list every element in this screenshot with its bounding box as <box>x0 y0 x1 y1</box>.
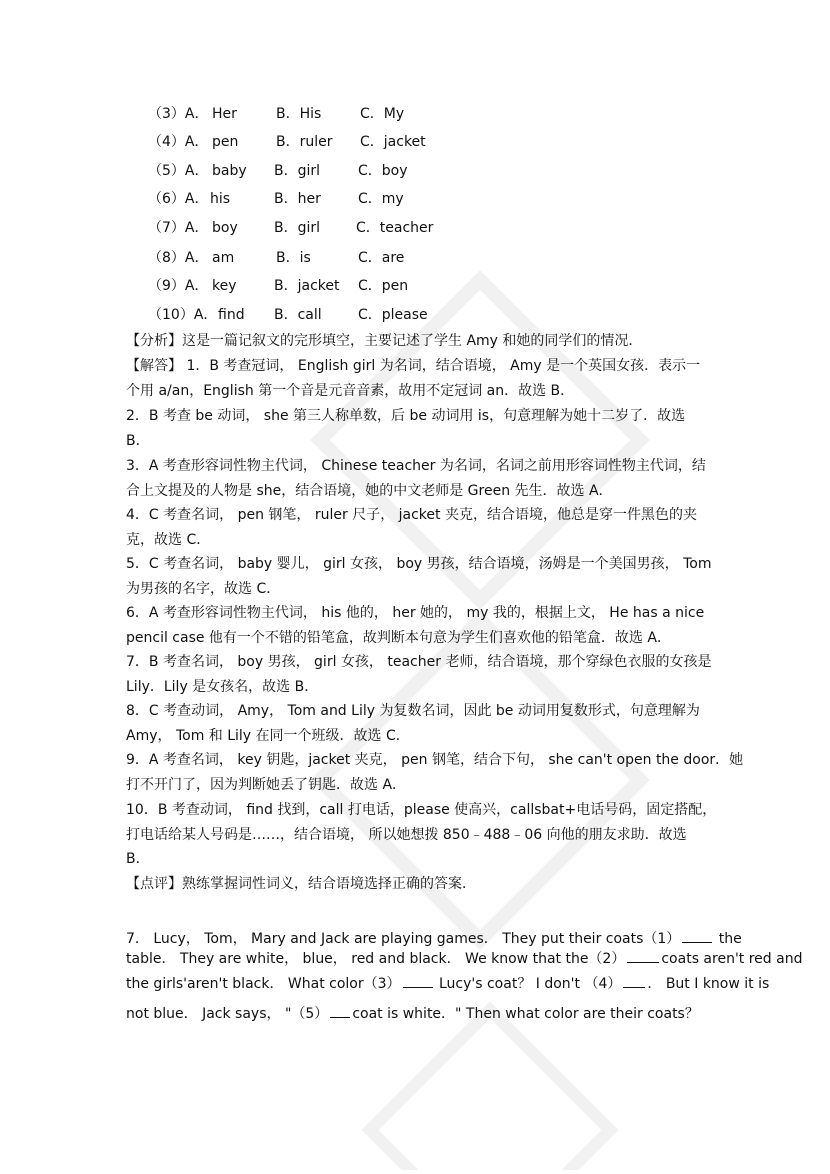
answer-line: 3．A 考查形容词性物主代词， Chinese teacher 为名词，名词之前用形容词性物主代词，结 <box>126 458 706 474</box>
blank-3 <box>403 976 433 988</box>
answer-line: 6．A 考查形容词性物主代词， his 他的， her 她的， my 我的，根据上文， He has a nice <box>126 605 705 621</box>
answer-line: 合上文提及的人物是 she，结合语境，她的中文老师是 Green 先生．故选 A． <box>126 483 613 499</box>
blank-4 <box>623 976 645 988</box>
option-number: （7）A． <box>148 220 209 236</box>
option-b: B．His <box>276 106 322 122</box>
answer-line: 克，故选 C． <box>126 532 211 548</box>
option-c: C．pen <box>358 278 409 294</box>
analysis-line: 【分析】这是一篇记叙文的完形填空，主要记述了学生 Amy 和她的同学们的情况． <box>126 333 643 349</box>
option-b: B．her <box>274 191 321 207</box>
blank-5 <box>330 1006 350 1018</box>
answer-line: 个用 a/an，English 第一个音是元音音素，故用不定冠词 an．故选 B． <box>126 383 575 399</box>
option-b: B．is <box>276 250 311 266</box>
answer-line: 10．B 考查动词， find 找到，call 打电话，please 使高兴，callsbat+电话号码，固定搭配， <box>126 802 717 818</box>
option-a: pen <box>212 134 239 150</box>
option-b: B．call <box>274 307 322 323</box>
answer-line: 5．C 考查名词， baby 婴儿， girl 女孩， boy 男孩，结合语境，汤姆是一个美国男孩， Tom <box>126 556 712 572</box>
option-a: baby <box>212 163 247 179</box>
answer-line: Lily．Lily 是女孩名，故选 B． <box>126 679 319 695</box>
option-b: B．girl <box>274 220 321 236</box>
answer-line: Amy， Tom 和 Lily 在同一个班级．故选 C． <box>126 728 410 744</box>
option-b: B．ruler <box>276 134 333 150</box>
answer-line: 2．B 考查 be 动词， she 第三人称单数，后 be 动词用 is，句意理解为她十二岁了．故选 <box>126 408 686 424</box>
answer-line: B． <box>126 851 150 867</box>
option-a: key <box>212 278 237 294</box>
watermark-logo-bottom <box>360 1000 620 1170</box>
option-a: his <box>210 191 231 207</box>
option-c: C．please <box>358 307 428 323</box>
option-number: （4）A． <box>148 134 209 150</box>
option-c: C．jacket <box>360 134 426 150</box>
option-c: C．My <box>360 106 405 122</box>
answer-line: B． <box>126 433 150 449</box>
option-a: Her <box>212 106 237 122</box>
option-b: B．jacket <box>274 278 340 294</box>
option-number: （5）A． <box>148 163 209 179</box>
option-a: find <box>218 307 245 323</box>
comment-line: 【点评】熟练掌握词性词义，结合语境选择正确的答案． <box>126 876 476 892</box>
answer-line: pencil case 他有一个不错的铅笔盒，故判断本句意为学生们喜欢他的铅笔盒．故选 A． <box>126 630 671 646</box>
option-a: am <box>212 250 235 266</box>
blank-1 <box>682 931 712 943</box>
answer-line: 7．B 考查名词， boy 男孩， girl 女孩， teacher 老师，结合语境，那个穿绿色衣服的女孩是 <box>126 654 712 670</box>
option-b: B．girl <box>274 163 321 179</box>
answer-line: 打不开门了，因为判断她丢了钥匙．故选 A． <box>126 777 407 793</box>
option-number: （3）A． <box>148 106 209 122</box>
option-number: （8）A． <box>148 250 209 266</box>
option-number: （10）A． <box>148 307 218 323</box>
answer-line: 为男孩的名字，故选 C． <box>126 581 281 597</box>
blank-2 <box>627 951 659 963</box>
question-7-line-1: 7． Lucy， Tom， Mary and Jack are playing games． They put their coats（1） the <box>126 931 742 947</box>
option-c: C．my <box>358 191 404 207</box>
option-c: C．boy <box>358 163 408 179</box>
answer-line: 4．C 考查名词， pen 钢笔， ruler 尺子， jacket 夹克，结合语境，他总是穿一件黑色的夹 <box>126 507 697 523</box>
question-7-line-3: the girls'aren't black． What color（3） Lucy's coat？ I don't （4） ． But I know it is <box>126 976 770 992</box>
option-c: C．teacher <box>356 220 434 236</box>
option-number: （6）A． <box>148 191 209 207</box>
question-7-line-2: table． They are white， blue， red and black． We know that the（2） coats aren't red and <box>126 951 803 967</box>
answer-line: 9．A 考查名词， key 钥匙，jacket 夹克， pen 钢笔，结合下句， she can't open the door．她 <box>126 752 744 768</box>
option-number: （9）A． <box>148 278 209 294</box>
question-7-line-4: not blue． Jack says， "（5） coat is white．" Then what color are their coats？ <box>126 1006 699 1022</box>
option-a: boy <box>212 220 238 236</box>
answer-line: 8．C 考查动词， Amy， Tom and Lily 为复数名词，因此 be 动词用复数形式，句意理解为 <box>126 703 700 719</box>
option-c: C．are <box>358 250 405 266</box>
answer-line: 【解答】 1．B 考查冠词， English girl 为名词，结合语境， Amy 是一个英国女孩．表示一 <box>126 358 701 374</box>
answer-line: 打电话给某人号码是……，结合语境， 所以她想拨 850﹣488﹣06 向他的朋友求助．故选 <box>126 827 687 843</box>
